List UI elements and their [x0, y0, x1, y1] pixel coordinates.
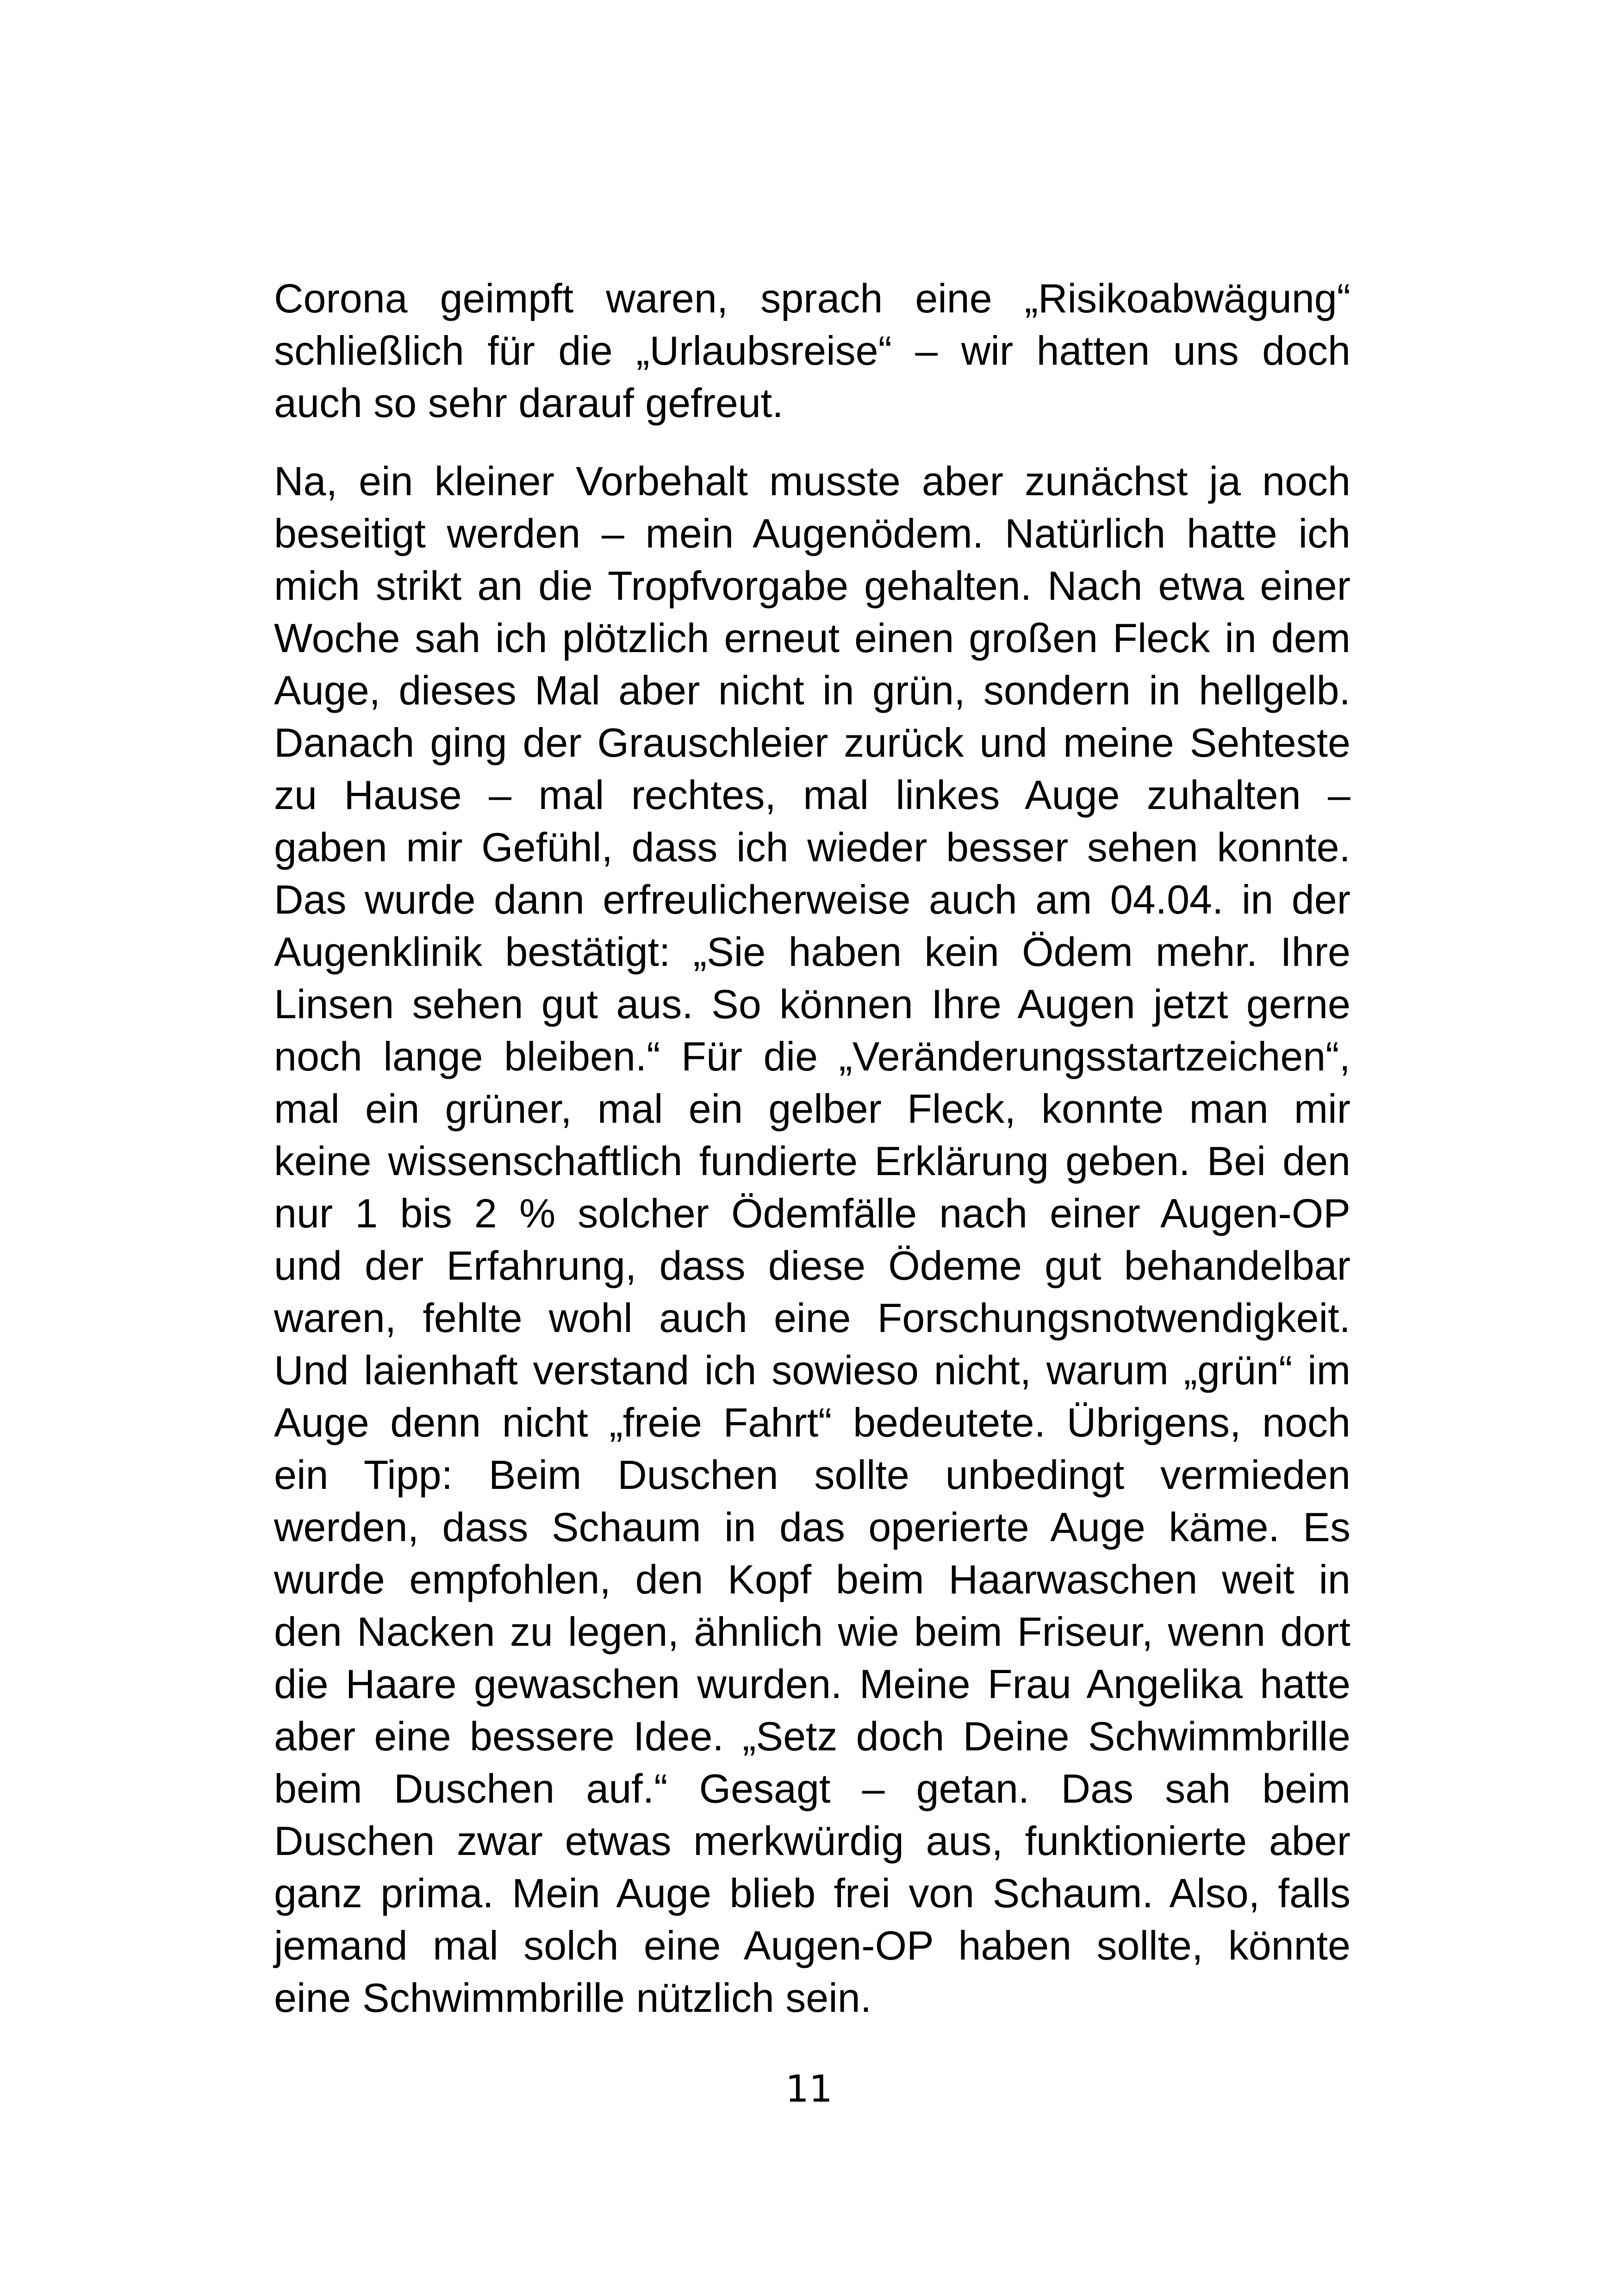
text-line: schließlich für die „Urlaubsreise“ – wir hatten uns doch: [274, 328, 1350, 373]
text-line: noch lange bleiben.“ Für die „Veränderungsstartzeichen“,: [274, 1033, 1350, 1079]
text-line: mich strikt an die Tropfvorgabe gehalten. Nach etwa einer: [274, 563, 1350, 609]
text-line: aber eine bessere Idee. „Setz doch Deine Schwimmbrille: [274, 1713, 1350, 1759]
text-line: Danach ging der Grauschleier zurück und meine Sehteste: [274, 720, 1350, 765]
text-line: zu Hause – mal rechtes, mal linkes Auge zuhalten –: [274, 772, 1350, 818]
body-text: [274, 272, 1350, 2024]
text-line: beim Duschen auf.“ Gesagt – getan. Das sah beim: [274, 1766, 1350, 1811]
text-line: Das wurde dann erfreulicherweise auch am 04.04. in der: [274, 877, 1350, 922]
page-number: 11: [785, 2067, 833, 2110]
text-line: und der Erfahrung, dass diese Ödeme gut behandelbar: [274, 1243, 1350, 1288]
paragraph-1: [274, 272, 1350, 429]
text-line: Augenklinik bestätigt: „Sie haben kein Ödem mehr. Ihre: [274, 929, 1350, 975]
text-line: Na, ein kleiner Vorbehalt musste aber zunächst ja noch: [274, 458, 1350, 504]
text-line: den Nacken zu legen, ähnlich wie beim Friseur, wenn dort: [274, 1609, 1350, 1655]
text-line: Auge denn nicht „freie Fahrt“ bedeutete. Übrigens, noch: [274, 1400, 1350, 1445]
text-line: Duschen zwar etwas merkwürdig aus, funktionierte aber: [274, 1818, 1350, 1864]
text-line: ganz prima. Mein Auge blieb frei von Schaum. Also, falls: [274, 1870, 1350, 1916]
text-line: mal ein grüner, mal ein gelber Fleck, konnte man mir: [274, 1086, 1350, 1132]
text-line: gaben mir Gefühl, dass ich wieder besser sehen konnte.: [274, 824, 1350, 870]
text-line: Und laienhaft verstand ich sowieso nicht, warum „grün“ im: [274, 1347, 1350, 1393]
paragraph-2: [274, 455, 1350, 2024]
text-line: beseitigt werden – mein Augenödem. Natürlich hatte ich: [274, 510, 1350, 556]
text-line: keine wissenschaftlich fundierte Erklärung geben. Bei den: [274, 1138, 1350, 1184]
text-line: waren, fehlte wohl auch eine Forschungsnotwendigkeit.: [274, 1295, 1350, 1341]
text-line: die Haare gewaschen wurden. Meine Frau Angelika hatte: [274, 1661, 1350, 1707]
paragraph-spacer: [274, 429, 1350, 455]
text-line: Corona geimpft waren, sprach eine „Risikoabwägung“: [274, 275, 1350, 321]
text-line: eine Schwimmbrille nützlich sein.: [274, 1975, 872, 2021]
text-line: Linsen sehen gut aus. So können Ihre Augen jetzt gerne: [274, 981, 1350, 1027]
text-line: Woche sah ich plötzlich erneut einen großen Fleck in dem: [274, 615, 1350, 661]
text-line: wurde empfohlen, den Kopf beim Haarwaschen weit in: [274, 1556, 1350, 1602]
text-line: nur 1 bis 2 % solcher Ödemfälle nach einer Augen-OP: [274, 1190, 1350, 1236]
text-line: auch so sehr darauf gefreut.: [274, 380, 784, 426]
text-line: werden, dass Schaum in das operierte Auge käme. Es: [274, 1504, 1350, 1550]
text-line: jemand mal solch eine Augen-OP haben sollte, könnte: [274, 1923, 1350, 1968]
text-line: ein Tipp: Beim Duschen sollte unbedingt vermieden: [274, 1452, 1350, 1498]
text-line: Auge, dieses Mal aber nicht in grün, sondern in hellgelb.: [274, 667, 1350, 713]
